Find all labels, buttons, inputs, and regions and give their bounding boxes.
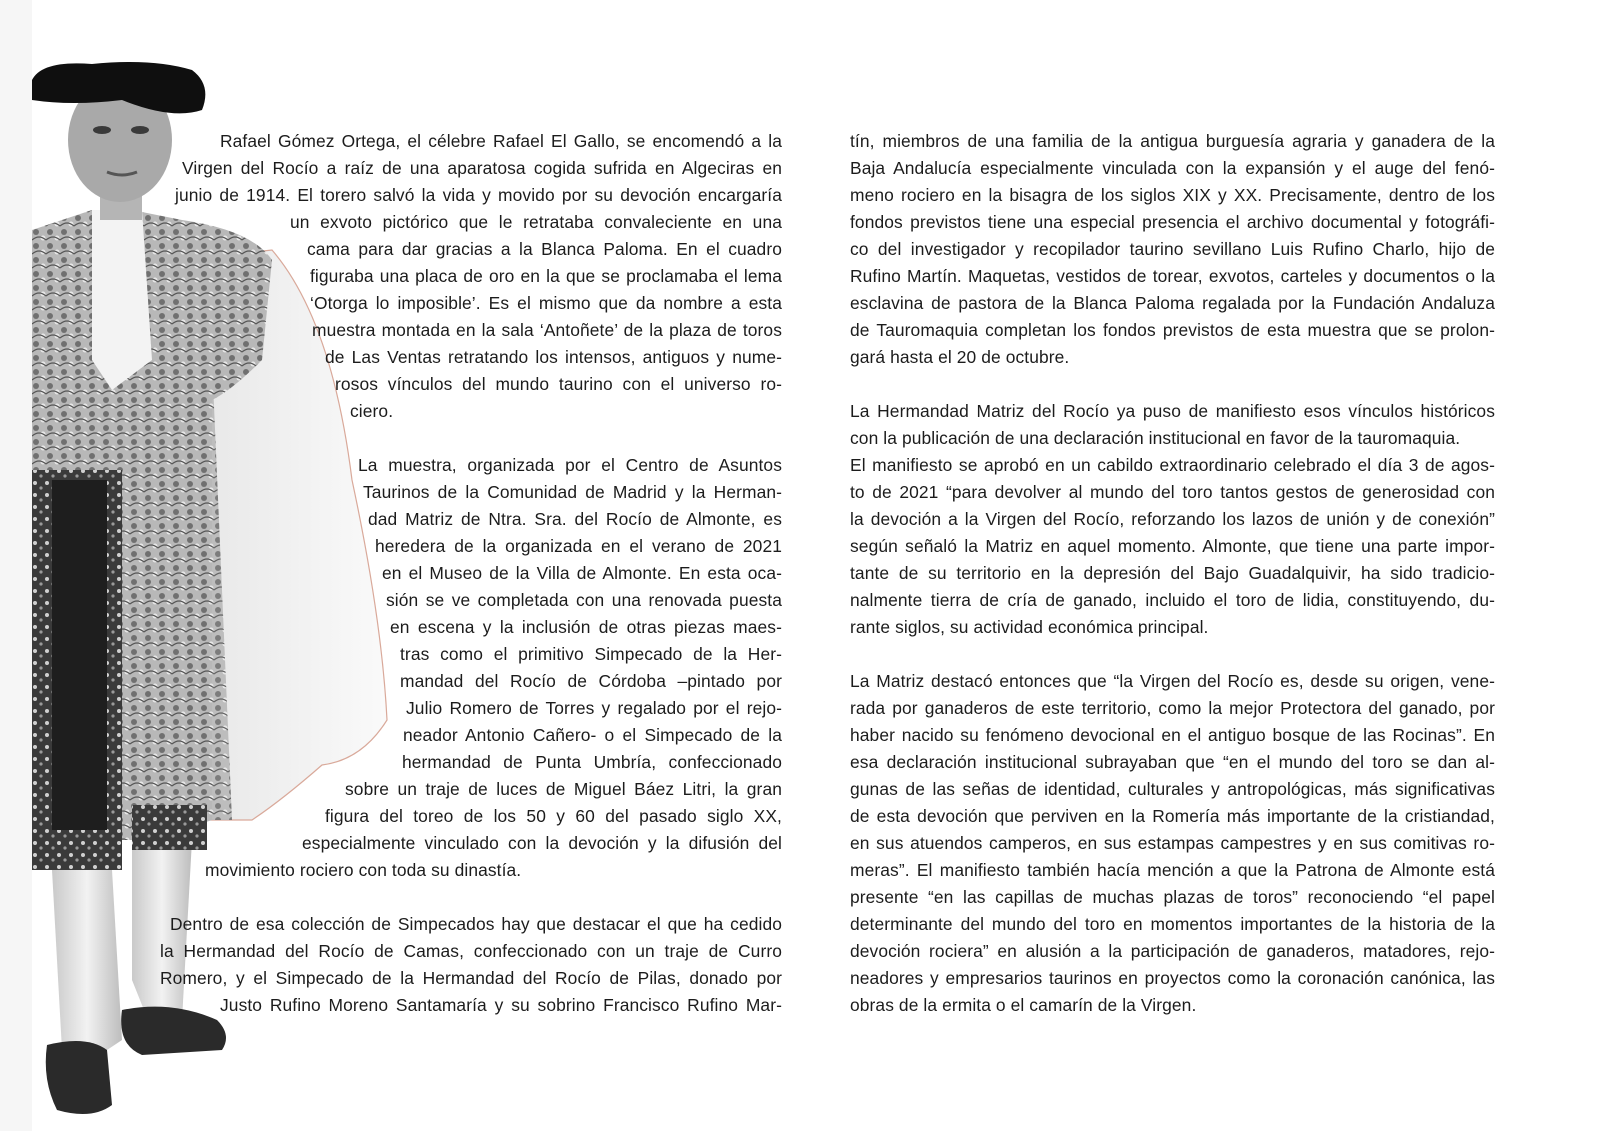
- page-edge-strip: [0, 0, 32, 1131]
- text-line: neador Antonio Cañero- o el Simpecado de la: [403, 725, 782, 745]
- text-line: de Las Ventas retratando los intensos, antiguos y nume-: [325, 347, 782, 367]
- text-line: especialmente vinculado con la devoción y la difusión del: [302, 833, 782, 853]
- text-line: hermandad de Punta Umbría, confeccionado: [402, 752, 782, 772]
- text-line: Rufino Martín. Maquetas, vestidos de torear, exvotos, carteles y documentos o la: [850, 266, 1495, 286]
- text-line: co del investigador y recopilador taurino sevillano Luis Rufino Charlo, hijo de: [850, 239, 1495, 259]
- text-line: cama para dar gracias a la Blanca Paloma. En el cuadro: [307, 239, 782, 259]
- text-line: rada por ganaderos de este territorio, como la mejor Protectora del ganado, por: [850, 698, 1495, 718]
- legs: [52, 870, 122, 1060]
- text-line: con la publicación de una declaración institucional en favor de la tauromaquia.: [850, 428, 1461, 448]
- text-line: figuraba una placa de oro en la que se proclamaba el lema: [310, 266, 782, 286]
- text-line: Rafael Gómez Ortega, el célebre Rafael El Gallo, se encomendó a la: [220, 131, 782, 151]
- text-line: gará hasta el 20 de octubre.: [850, 347, 1070, 367]
- text-line: haber nacido su fenómeno devocional en el antiguo bosque de las Rocinas”. En: [850, 725, 1495, 745]
- text-line: rante siglos, su actividad económica principal.: [850, 617, 1209, 637]
- text-line: Romero, y el Simpecado de la Hermandad del Rocío de Pilas, donado por: [160, 968, 782, 988]
- text-line: Julio Romero de Torres y regalado por el rejo-: [406, 698, 782, 718]
- text-line: gunas de las señas de identidad, culturales y antropológicas, más significativas: [850, 779, 1495, 799]
- text-line: fondos previstos tiene una especial presencia el archivo documental y fotográfi-: [850, 212, 1495, 232]
- text-line: en el Museo de la Villa de Almonte. En esta oca-: [382, 563, 782, 583]
- text-line: un exvoto pictórico que le retrataba convaleciente en una: [290, 212, 782, 232]
- text-line: sobre un traje de luces de Miguel Báez Litri, la gran: [345, 779, 782, 799]
- text-line: sión se ve completada con una renovada puesta: [386, 590, 782, 610]
- paragraph-hermandad-matriz: [850, 398, 1495, 641]
- text-line: devoción rociera” en alusión a la participación de ganaderos, matadores, rejo-: [850, 941, 1495, 961]
- text-line: presente “en las capillas de muchas plazas de toros” reconociendo “el papel: [850, 887, 1495, 907]
- shirt: [92, 210, 152, 390]
- text-line: La Hermandad Matriz del Rocío ya puso de manifiesto esos vínculos históricos: [850, 401, 1495, 421]
- text-line: tín, miembros de una familia de la antigua burguesía agraria y ganadera de la: [850, 131, 1495, 151]
- text-line: de Tauromaquia completan los fondos previstos de esta muestra que se prolon-: [850, 320, 1495, 340]
- text-line: la Hermandad del Rocío de Camas, confeccionado con un traje de Curro: [160, 941, 782, 961]
- text-line: to de 2021 “para devolver al mundo del toro tantos gestos de generosidad con: [850, 482, 1495, 502]
- text-line: esclavina de pastora de la Blanca Paloma regalada por la Fundación Andaluza: [850, 293, 1495, 313]
- text-line: Virgen del Rocío a raíz de una aparatosa cogida sufrida en Algeciras en: [182, 158, 782, 178]
- paragraph-rufino: [850, 128, 1495, 371]
- text-line: figura del toreo de los 50 y 60 del pasado siglo XX,: [325, 806, 782, 826]
- text-line: en escena y la inclusión de otras piezas maes-: [390, 617, 782, 637]
- text-line: tras como el primitivo Simpecado de la Her-: [400, 644, 782, 664]
- text-line: la devoción a la Virgen del Rocío, reforzando los lazos de unión y de conexión”: [850, 509, 1495, 529]
- text-line: Justo Rufino Moreno Santamaría y su sobrino Francisco Rufino Mar-: [220, 995, 782, 1015]
- text-line: movimiento rociero con toda su dinastía.: [205, 860, 522, 880]
- text-line: Dentro de esa colección de Simpecados hay que destacar el que ha cedido: [170, 914, 782, 934]
- text-line: muestra montada en la sala ‘Antoñete’ de la plaza de toros: [312, 320, 782, 340]
- text-line: heredera de la organizada en el verano de 2021: [375, 536, 782, 556]
- text-line: rosos vínculos del mundo taurino con el universo ro-: [335, 374, 782, 394]
- text-line: dad Matriz de Ntra. Sra. del Rocío de Almonte, es: [368, 509, 782, 529]
- right-column: [850, 128, 1495, 1019]
- text-line: esa declaración institucional subrayaban que “en el mundo del toro se dan al-: [850, 752, 1495, 772]
- paragraph-declaracion: [850, 668, 1495, 1019]
- text-line: Taurinos de la Comunidad de Madrid y la Herman-: [363, 482, 782, 502]
- text-line: tante de su territorio en la depresión del Bajo Guadalquivir, ha sido tradicio-: [850, 563, 1495, 583]
- text-line: meno rociero en la bisagra de los siglos XIX y XX. Precisamente, dentro de los: [850, 185, 1495, 205]
- text-line: según señaló la Matriz en aquel momento. Almonte, que tiene una parte impor-: [850, 536, 1495, 556]
- text-line: neadores y empresarios taurinos en proyectos como la coronación canónica, las: [850, 968, 1495, 988]
- text-line: ciero.: [350, 401, 394, 421]
- text-line: La muestra, organizada por el Centro de Asuntos: [358, 455, 782, 475]
- text-line: en sus atuendos camperos, en sus estampas campestres y en sus comitivas ro-: [850, 833, 1495, 853]
- text-line: obras de la ermita o el camarín de la Virgen.: [850, 995, 1197, 1015]
- text-line: Baja Andalucía especialmente vinculada con la expansión y el auge del fenó-: [850, 158, 1495, 178]
- paragraph-intro: [150, 128, 790, 425]
- left-column: [150, 128, 790, 1019]
- text-line: nalmente tierra de cría de ganado, incluido el toro de lidia, constituyendo, du-: [850, 590, 1495, 610]
- text-line: ‘Otorga lo imposible’. Es el mismo que da nombre a esta: [310, 293, 782, 313]
- shoe-left: [46, 1041, 112, 1114]
- text-line: mandad del Rocío de Córdoba –pintado por: [400, 671, 782, 691]
- text-line: junio de 1914. El torero salvó la vida y movido por su devoción encargaría: [175, 185, 782, 205]
- paragraph-simpecados: [150, 911, 790, 1019]
- text-line: meras”. El manifiesto también hacía mención a que la Patrona de Almonte está: [850, 860, 1495, 880]
- text-line: La Matriz destacó entonces que “la Virgen del Rocío es, desde su origen, vene-: [850, 671, 1495, 691]
- paragraph-exhibition: [150, 452, 790, 884]
- text-line: El manifiesto se aprobó en un cabildo extraordinario celebrado el día 3 de agos-: [850, 455, 1495, 475]
- text-line: determinante del mundo del toro en momentos importantes de la historia de la: [850, 914, 1495, 934]
- text-line: de esta devoción que perviven en la Romería más importante de la cristiandad,: [850, 806, 1495, 826]
